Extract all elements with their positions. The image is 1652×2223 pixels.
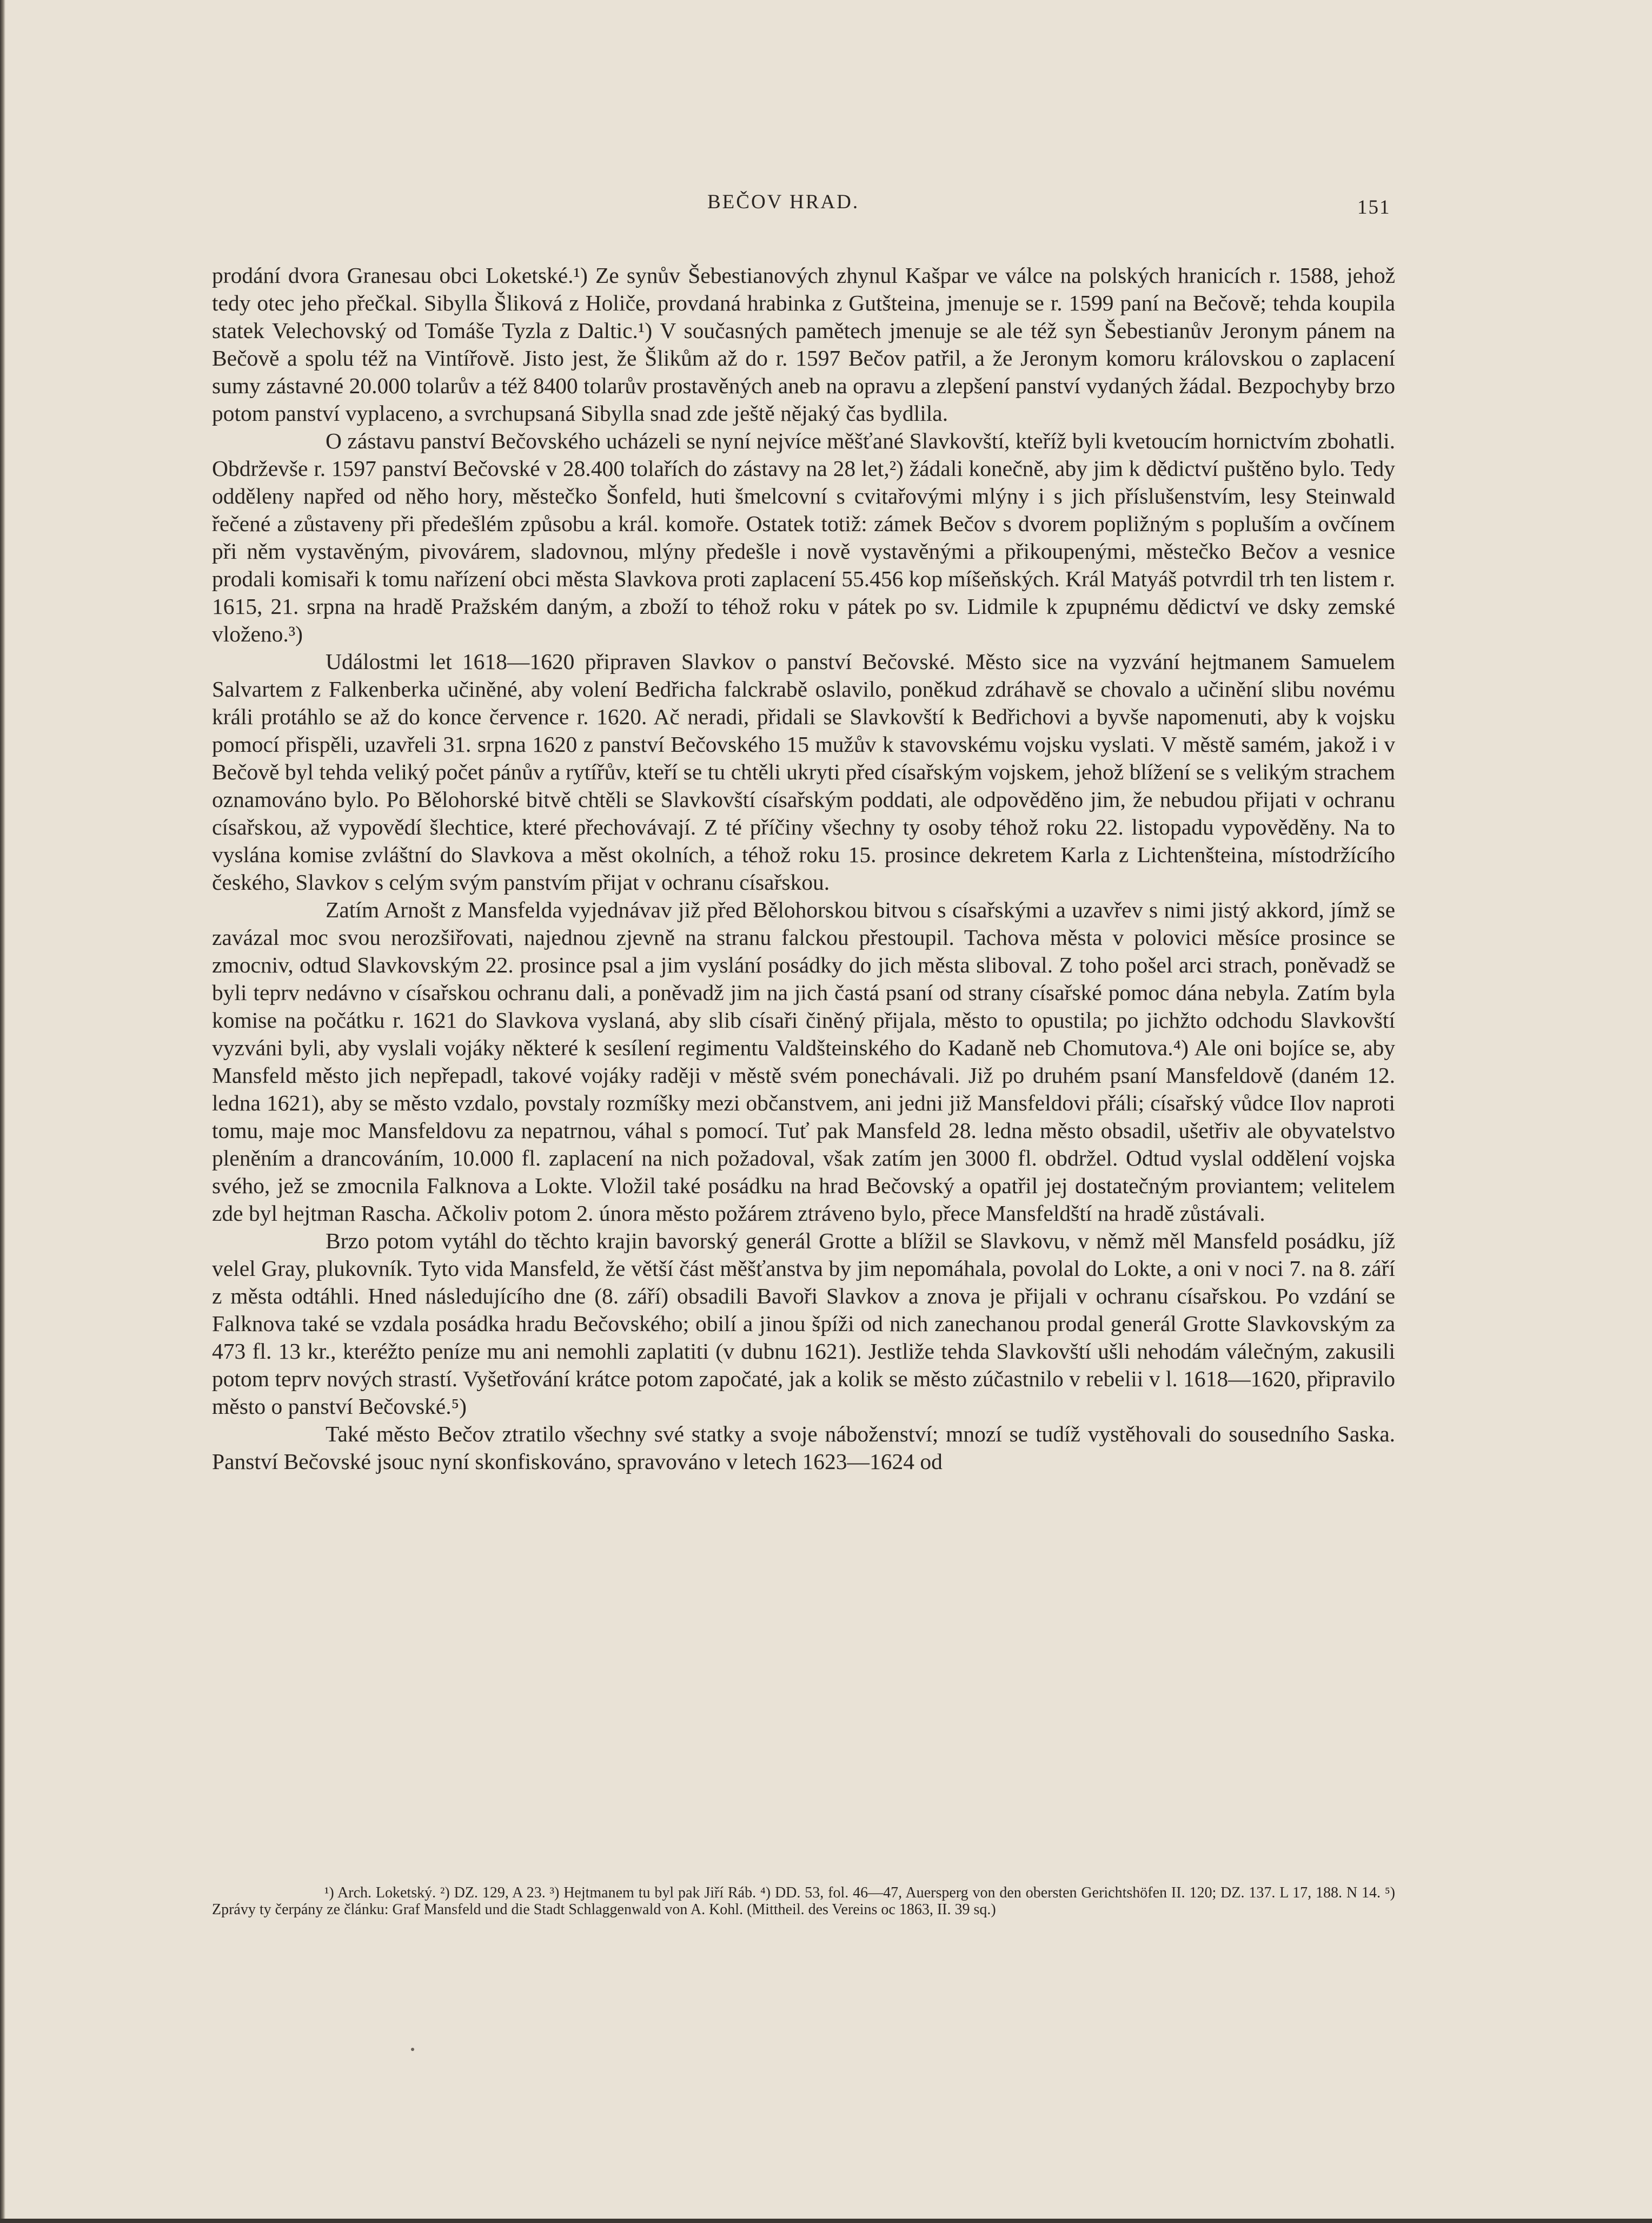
paragraph-4: Zatím Arnošt z Mansfelda vyjednávav již před Bělohorskou bitvou s císařskými a uzavřev s nimi jistý akkord, jímž se zavázal moc svou nerozšiřovati, najednou zjevně na stranu falckou přestoupil. Tachova města v polovici měsíce prosince se zmocniv, odtud Slavkovským 22. prosince psal a jim vyslání posádky do jich města sliboval. Z toho pošel arci strach, poněvadž se byli teprv nedávno v císařskou ochranu dali, a poněvadž jim na jich častá psaní od strany císařské pomoc dána nebyla. Zatím byla komise na počátku r. 1621 do Slavkova vyslaná, aby slib císaři činěný přijala, město to opustila; po jichžto odchodu Slavkovští vyzváni byli, aby vyslali vojáky některé k sesílení regimentu Valdšteinského do Kadaně neb Chomutova.⁴) Ale oni bojíce se, aby Mansfeld město jich nepřepadl, takové vojáky raději v městě svém ponechávali. Již po druhém psaní Mansfeldově (daném 12. ledna 1621), aby se město vzdalo, povstaly rozmíšky mezi občanstvem, ani jedni již Mansfeldovi přáli; císařský vůdce Ilov naproti tomu, maje moc Mansfeldovu za nepatrnou, váhal s pomocí. Tuť pak Mansfeld 28. ledna město obsadil, ušetřiv ale obyvatelstvo pleněním a drancováním, 10.000 fl. zaplacení na nich požadoval, však zatím jen 3000 fl. obdržel. Odtud vyslal oddělení vojska svého, jež se zmocnila Falknova a Lokte. Vložil také posádku na hrad Bečovský a opatřil jej dostatečným proviantem; velitelem zde byl hejtman Rascha. Ačkoliv potom 2. února město požárem ztráveno bylo, přece Mansfeldští na hradě zůstávali. <box>212 897 1395 1226</box>
footnote-text: ¹) Arch. Loketský. ²) DZ. 129, A 23. ³) Hejtmanem tu byl pak Jiří Ráb. ⁴) DD. 53, fol. 46—47, Auersperg von den obersten Gerichtshöfen II. 120; DZ. 137. L 17, 188. N 14. ⁵) Zprávy ty čerpány ze článku: Graf Mansfeld und die Stadt Schlaggenwald von A. Kohl. (Mittheil. des Vereins oc 1863, II. 39 sq.) <box>212 1884 1395 1918</box>
paragraph-1: prodání dvora Granesau obci Loketské.¹) Ze synův Šebestianových zhynul Kašpar ve válce na polských hranicích r. 1588, jehož tedy otec jeho přečkal. Sibylla Šliková z Holiče, provdaná hrabinka z Gutšteina, jmenuje se r. 1599 paní na Bečově; tehda koupila statek Velechovský od Tomáše Tyzla z Daltic.¹) V současných pamětech jmenuje se ale též syn Šebestianův Jeronym pánem na Bečově a spolu též na Vintířově. Jisto jest, že Šlikům až do r. 1597 Bečov patřil, a že Jeronym komoru královskou o zaplacení sumy zástavné 20.000 tolarův a též 8400 tolarův prostavěných aneb na opravu a zlepšení panství vydaných žádal. Bezpochyby brzo potom panství vyplaceno, a svrchupsaná Sibylla snad zde ještě nějaký čas bydlila. <box>212 263 1395 426</box>
page-binding-edge <box>0 0 5 2223</box>
footnotes <box>212 1884 1395 1918</box>
paper-speck <box>411 2048 414 2051</box>
main-text <box>212 262 1395 1476</box>
paragraph-5: Brzo potom vytáhl do těchto krajin bavorský generál Grotte a blížil se Slavkovu, v němž měl Mansfeld posádku, jíž velel Gray, plukovník. Tyto vida Mansfeld, že větší část měšťanstva by jim nepomáhala, povolal do Lokte, a oni v noci 7. na 8. září z města odtáhli. Hned následujícího dne (8. září) obsadili Bavoři Slavkov a znova je přijali v ochranu císařskou. Po vzdání se Falknova také se vzdala posádka hradu Bečovského; obilí a jinou špíži od nich zanechanou prodal generál Grotte Slavkovským za 473 fl. 13 kr., kteréžto peníze mu ani nemohli zaplatiti (v dubnu 1621). Jestliže tehda Slavkovští ušli nehodám válečným, zakusili potom teprv nových strastí. Vyšetřování krátce potom započaté, jak a kolik se město zúčastnilo v rebelii v l. 1618—1620, připravilo město o panství Bečovské.⁵) <box>212 1228 1395 1419</box>
paragraph-3: Událostmi let 1618—1620 připraven Slavkov o panství Bečovské. Město sice na vyzvání hejtmanem Samuelem Salvartem z Falkenberka učiněné, aby volení Bedřicha falckrabě oslavilo, poněkud zdráhavě se chovalo a učinění slibu novému králi protáhlo se až do konce července r. 1620. Ač neradi, přidali se Slavkovští k Bedřichovi a byvše napomenuti, aby k vojsku pomocí přispěli, uzavřeli 31. srpna 1620 z panství Bečovského 15 mužův k stavovskému vojsku vyslati. V městě samém, jakož i v Bečově byl tehda veliký počet pánův a rytířův, kteří se tu chtěli ukryti před císařským vojskem, jehož blížení se s velikým strachem oznamováno bylo. Po Bělohorské bitvě chtěli se Slavkovští císařským poddati, ale odpověděno jim, že nebudou přijati v ochranu císařskou, až vypovědí šlechtice, které přechovávají. Z té příčiny všechny ty osoby téhož roku 22. listopadu vypověděny. Na to vyslána komise zvláštní do Slavkova a měst okolních, a téhož roku 15. prosince dekretem Karla z Lichtenšteina, místodržícího českého, Slavkov s celým svým panstvím přijat v ochranu císařskou. <box>212 649 1395 895</box>
page-bottom-edge <box>0 2219 1652 2223</box>
page-number: 151 <box>1357 196 1391 219</box>
paragraph-6: Také město Bečov ztratilo všechny své statky a svoje náboženství; mnozí se tudíž vystěhovali do sousedního Saska. Panství Bečovské jsouc nyní skonfiskováno, spravováno v letech 1623—1624 od <box>212 1421 1395 1474</box>
paragraph-2: O zástavu panství Bečovského ucházeli se nyní nejvíce měšťané Slavkovští, kteříž byli kvetoucím hornictvím zbohatli. Obdrževše r. 1597 panství Bečovské v 28.400 tolařích do zástavy na 28 let,²) žádali konečně, aby jim k dědictví puštěno bylo. Tedy odděleny napřed od něho hory, městečko Šonfeld, huti šmelcovní s cvitařovými mlýny i s jich příslušenstvím, lesy Steinwald řečené a zůstaveny při předešlém způsobu a král. komoře. Ostatek totiž: zámek Bečov s dvorem popližným s popluším a ovčínem při něm vystavěným, pivovárem, sladovnou, mlýny předešle i nově vystavěnými a přikoupenými, městečko Bečov a vesnice prodali komisaři k tomu nařízení obci města Slavkova proti zaplacení 55.456 kop míšeňských. Král Matyáš potvrdil trh ten listem r. 1615, 21. srpna na hradě Pražském daným, a zboží to téhož roku v pátek po sv. Lidmile k zpupnému dědictví ve dsky zemské vloženo.³) <box>212 428 1395 646</box>
running-head: BEČOV HRAD. <box>707 191 860 213</box>
